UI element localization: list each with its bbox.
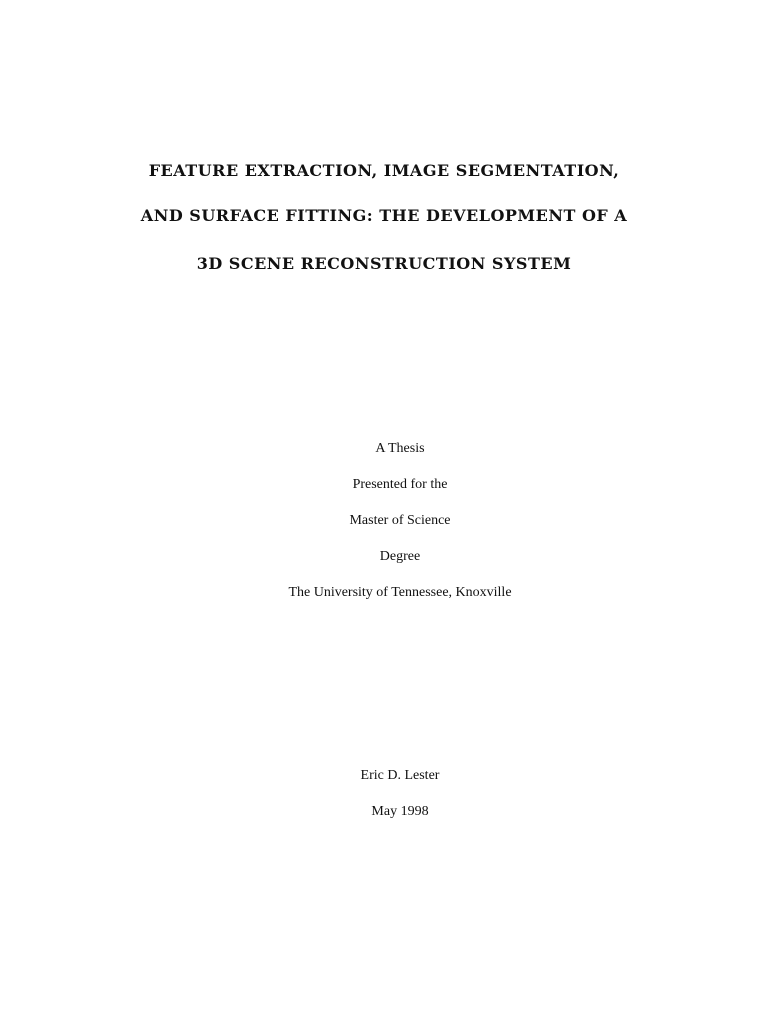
submission-date: May 1998 [371,804,429,819]
document-type: A Thesis [375,441,425,456]
degree-name: Master of Science [349,513,451,528]
thesis-title-line-3: 3D SCENE RECONSTRUCTION SYSTEM [196,254,572,273]
university-name: The University of Tennessee, Knoxville [288,585,512,600]
presented-for: Presented for the [352,477,448,492]
degree-label: Degree [379,549,421,564]
thesis-title-line-1: FEATURE EXTRACTION, IMAGE SEGMENTATION, [148,161,620,180]
thesis-title-line-2: AND SURFACE FITTING: THE DEVELOPMENT OF A [140,206,628,225]
author-name: Eric D. Lester [360,768,440,783]
